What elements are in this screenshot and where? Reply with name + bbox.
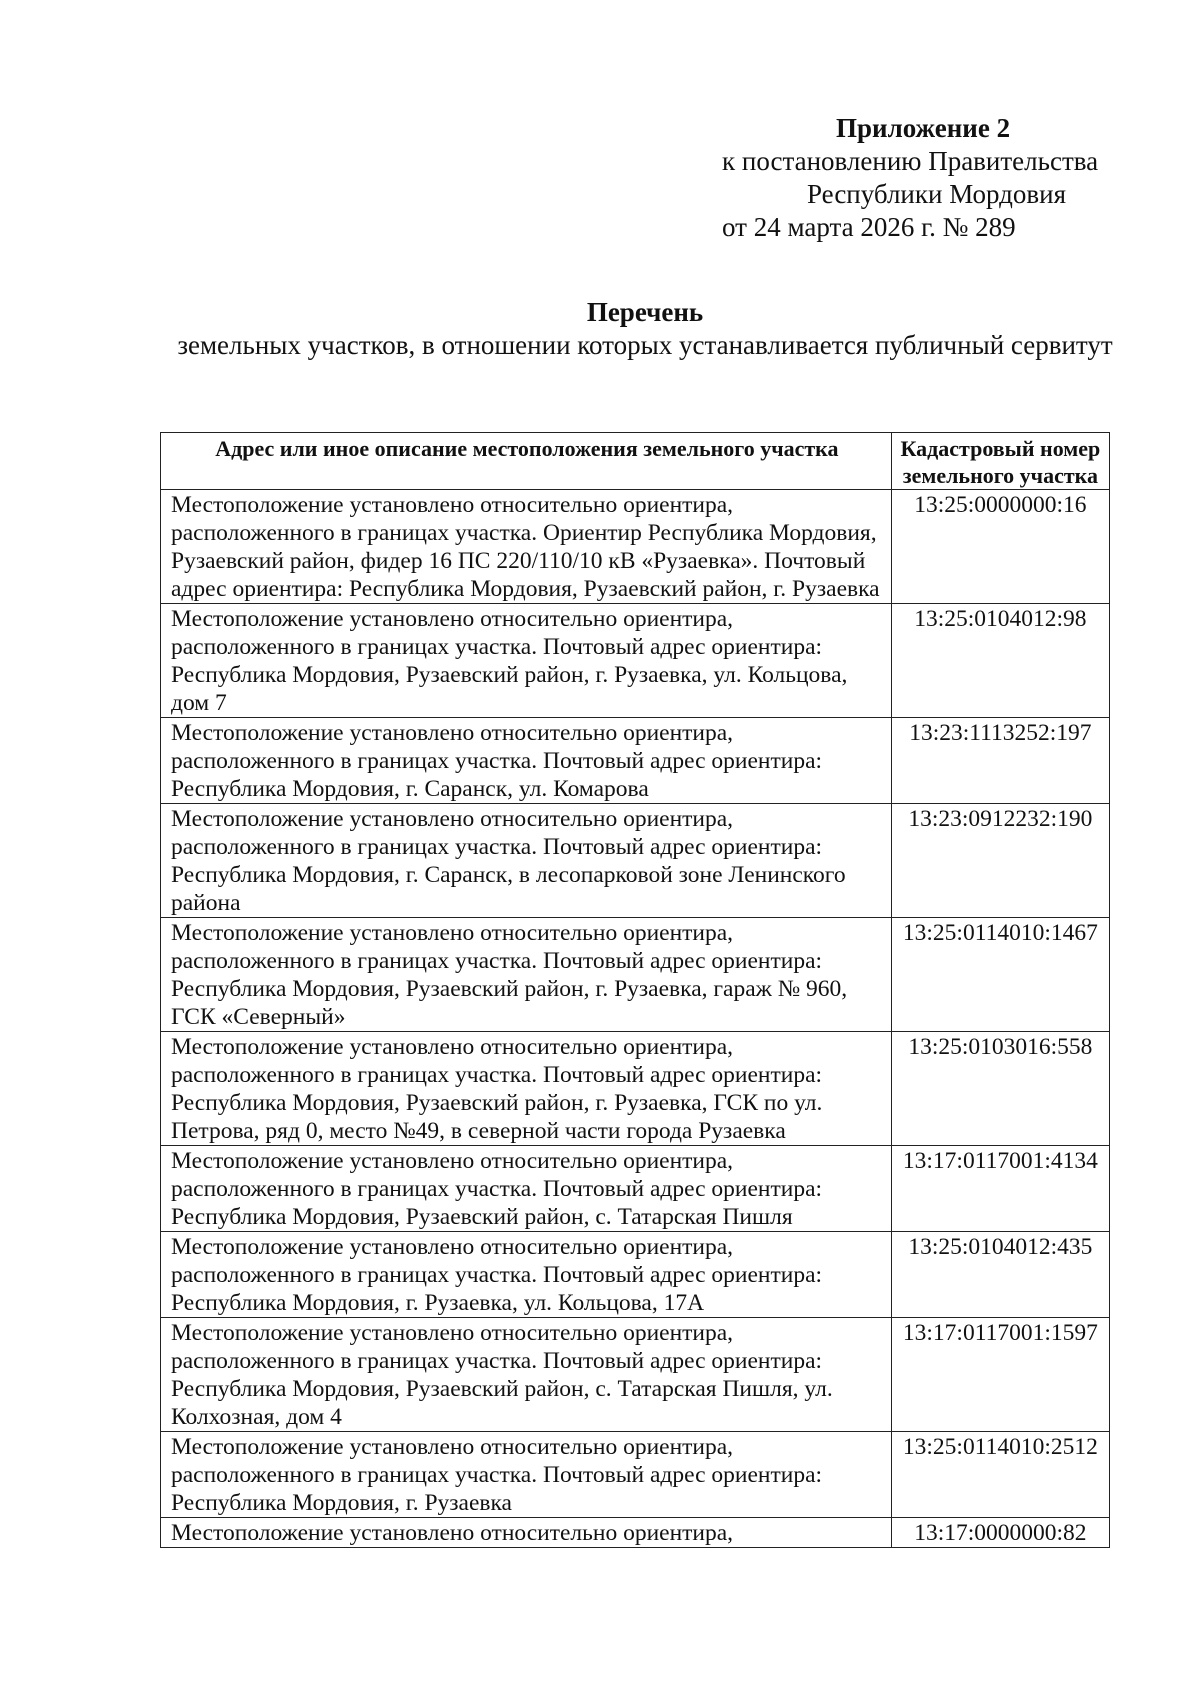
- column-header-address: Адрес или иное описание местоположения земельного участка: [161, 433, 892, 490]
- cell-cadastral-number: 13:25:0104012:435: [891, 1232, 1109, 1318]
- table-row: [161, 918, 1110, 1032]
- parcels-table: [160, 432, 1110, 1548]
- cell-cadastral-number: 13:17:0000000:82: [891, 1518, 1109, 1548]
- cell-address: Местоположение установлено относительно ориентира, расположенного в границах участка. Почтовый адрес ориентира: Республика Мордовия, г. Саранск, ул. Комарова: [161, 718, 892, 804]
- cell-address: Местоположение установлено относительно ориентира, расположенного в границах участка. Почтовый адрес ориентира: Республика Мордовия, г. Саранск, в лесопарковой зоне Ленинского района: [161, 804, 892, 918]
- table-row: [161, 1146, 1110, 1232]
- table-row: [161, 490, 1110, 604]
- table-body: [161, 490, 1110, 1548]
- cell-cadastral-number: 13:25:0103016:558: [891, 1032, 1109, 1146]
- table-row: [161, 718, 1110, 804]
- table-header-row: [161, 433, 1110, 490]
- cell-address: Местоположение установлено относительно ориентира, расположенного в границах участка. Почтовый адрес ориентира: Республика Мордовия, Рузаевский район, с. Татарская Пишля, ул. Колхозная, дом 4: [161, 1318, 892, 1432]
- cell-cadastral-number: 13:25:0000000:16: [891, 490, 1109, 604]
- cell-cadastral-number: 13:25:0104012:98: [891, 604, 1109, 718]
- cell-address: Местоположение установлено относительно ориентира, расположенного в границах участка. Почтовый адрес ориентира: Республика Мордовия, Рузаевский район, г. Рузаевка, ул. Кольцова, дом 7: [161, 604, 892, 718]
- cell-address: Местоположение установлено относительно ориентира,: [161, 1518, 892, 1548]
- heading-title: Перечень: [586, 297, 704, 327]
- cell-cadastral-number: 13:25:0114010:1467: [891, 918, 1109, 1032]
- cell-cadastral-number: 13:25:0114010:2512: [891, 1432, 1109, 1518]
- cell-address: Местоположение установлено относительно ориентира, расположенного в границах участка. Почтовый адрес ориентира: Республика Мордовия, Рузаевский район, г. Рузаевка, ГСК по ул. Петрова, ряд 0, место №49, в северной части города Рузаевка: [161, 1032, 892, 1146]
- table-row: [161, 1432, 1110, 1518]
- table-row: [161, 1318, 1110, 1432]
- appendix-title: Приложение 2: [836, 113, 1011, 143]
- cell-cadastral-number: 13:23:1113252:197: [891, 718, 1109, 804]
- table-row: [161, 804, 1110, 918]
- cell-cadastral-number: 13:17:0117001:4134: [891, 1146, 1109, 1232]
- table-row: [161, 1232, 1110, 1318]
- cell-address: Местоположение установлено относительно ориентира, расположенного в границах участка. Почтовый адрес ориентира: Республика Мордовия, г. Рузаевка: [161, 1432, 892, 1518]
- cell-address: Местоположение установлено относительно ориентира, расположенного в границах участка. Почтовый адрес ориентира: Республика Мордовия, г. Рузаевка, ул. Кольцова, 17А: [161, 1232, 892, 1318]
- appendix-line-3: от 24 марта 2026 г. № 289: [722, 212, 1016, 242]
- appendix-line-2: Республики Мордовия: [807, 179, 1067, 209]
- appendix-block: [722, 112, 1142, 244]
- document-heading: [160, 296, 1130, 362]
- cell-cadastral-number: 13:23:0912232:190: [891, 804, 1109, 918]
- cell-address: Местоположение установлено относительно ориентира, расположенного в границах участка. Почтовый адрес ориентира: Республика Мордовия, Рузаевский район, г. Рузаевка, гараж № 960, ГСК «Северный»: [161, 918, 892, 1032]
- table-row: [161, 604, 1110, 718]
- table-row: [161, 1518, 1110, 1548]
- table-row: [161, 1032, 1110, 1146]
- cell-address: Местоположение установлено относительно ориентира, расположенного в границах участка. Почтовый адрес ориентира: Республика Мордовия, Рузаевский район, с. Татарская Пишля: [161, 1146, 892, 1232]
- cell-cadastral-number: 13:17:0117001:1597: [891, 1318, 1109, 1432]
- heading-subtitle: земельных участков, в отношении которых устанавливается публичный сервитут: [177, 330, 1113, 360]
- cell-address: Местоположение установлено относительно ориентира, расположенного в границах участка. Ориентир Республика Мордовия, Рузаевский район, фидер 16 ПС 220/110/10 кВ «Рузаевка». Почтовый адрес ориентира: Республика Мордовия, Рузаевский район, г. Рузаевка: [161, 490, 892, 604]
- appendix-line-1: к постановлению Правительства: [722, 146, 1099, 176]
- column-header-cadastral: Кадастровый номер земельного участка: [891, 433, 1109, 490]
